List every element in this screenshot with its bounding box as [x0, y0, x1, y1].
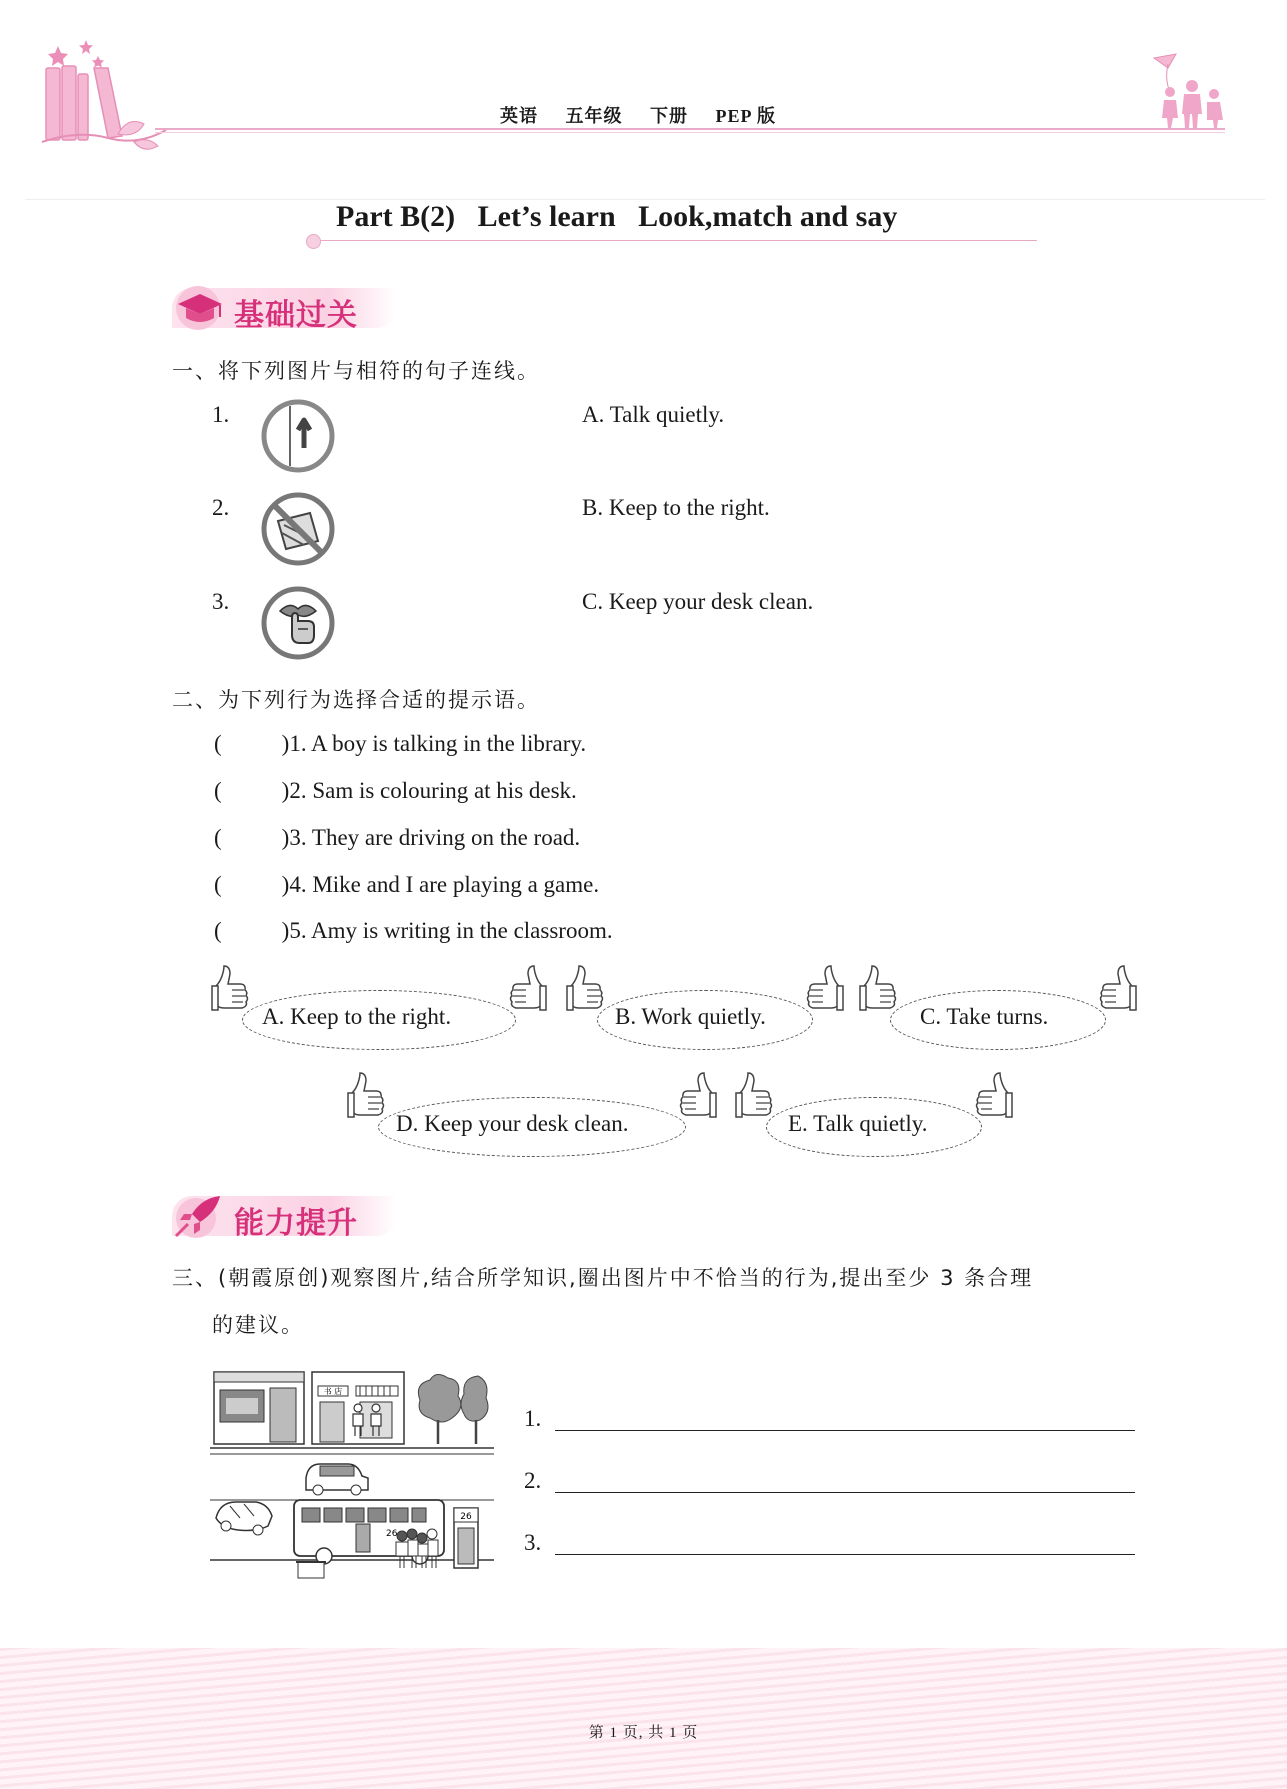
- book-header: [500, 102, 798, 128]
- q2-item-text: )1. A boy is talking in the library.: [281, 731, 587, 756]
- q2-item-4: [214, 872, 599, 898]
- q2-item-2: [214, 778, 577, 804]
- thumbs-up-icon: [805, 964, 845, 1016]
- choice-c-text: C. Take turns.: [920, 1004, 1049, 1029]
- bus-number: 26: [386, 1529, 398, 1539]
- answer-line-3[interactable]: [555, 1554, 1135, 1555]
- footer-stripes: [0, 1648, 1287, 1789]
- banner-advanced-label: 能力提升: [234, 1206, 358, 1241]
- q2-item-text: )2. Sam is colouring at his desk.: [281, 778, 577, 803]
- section-banner-basic: [172, 284, 412, 334]
- q2-item-text: )5. Amy is writing in the classroom.: [281, 918, 613, 943]
- thumbs-up-icon: [508, 964, 548, 1016]
- q2-item-5: [214, 918, 613, 944]
- header-subject: 英语: [500, 106, 538, 126]
- graduation-cap-icon: [172, 284, 228, 332]
- banner-basic-label: 基础过关: [234, 298, 358, 333]
- q1-option-a: A. Talk quietly.: [582, 402, 725, 427]
- thumbs-up-icon: [1098, 964, 1138, 1016]
- q1-number-2: 2.: [212, 495, 230, 520]
- q2-item-1: [214, 731, 586, 757]
- choice-d-text: D. Keep your desk clean.: [396, 1111, 629, 1136]
- choice-bubble-c: [858, 962, 1140, 1054]
- answer-number-3: 3.: [524, 1530, 542, 1555]
- answer-paren: (: [214, 825, 222, 850]
- thumbs-up-icon: [565, 964, 605, 1016]
- answer-line-2[interactable]: [555, 1492, 1135, 1493]
- answer-paren: (: [214, 731, 222, 756]
- q2-item-text: )4. Mike and I are playing a game.: [281, 872, 600, 897]
- page-number: 第 1 页, 共 1 页: [588, 1725, 699, 1741]
- no-drawing-on-desk-sign-icon: [260, 491, 336, 567]
- q2-item-3: [214, 825, 580, 851]
- bookstore-sign: 书 店: [323, 1387, 343, 1396]
- answer-paren: (: [214, 918, 222, 943]
- thumbs-up-icon: [974, 1071, 1014, 1123]
- choice-bubble-b: [565, 962, 847, 1054]
- answer-number-1: 1.: [524, 1406, 542, 1431]
- title-underline-dot: [306, 234, 321, 249]
- header-edition: PEP 版: [715, 106, 777, 126]
- choice-bubble-e: [734, 1069, 1016, 1161]
- section-banner-advanced: [172, 1192, 412, 1242]
- thumbs-up-icon: [210, 964, 250, 1016]
- thumbs-up-icon: [678, 1071, 718, 1123]
- q1-option-c: C. Keep your desk clean.: [582, 589, 814, 614]
- header-books-stars-decoration: [38, 38, 168, 153]
- answer-paren: (: [214, 872, 222, 897]
- choice-b-text: B. Work quietly.: [615, 1004, 766, 1029]
- answer-number-2: 2.: [524, 1468, 542, 1493]
- q2-item-text: )3. They are driving on the road.: [281, 825, 581, 850]
- q3-instruction-line1: 三、(朝霞原创)观察图片,结合所学知识,圈出图片中不恰当的行为,提出至少 3 条合理: [172, 1266, 1034, 1290]
- title-underline: [312, 240, 1037, 241]
- choice-bubble-a: [210, 962, 550, 1054]
- keep-right-sign-icon: [260, 398, 336, 474]
- header-children-kite-decoration: [1150, 52, 1230, 132]
- q3-instruction-line2: 的建议。: [212, 1313, 304, 1337]
- street-scene-picture: [210, 1370, 494, 1580]
- q2-instruction: 二、为下列行为选择合适的提示语。: [172, 688, 540, 712]
- choice-bubble-d: [346, 1069, 720, 1161]
- choice-a-text: A. Keep to the right.: [262, 1004, 452, 1029]
- header-term: 下册: [650, 106, 688, 126]
- answer-line-1[interactable]: [555, 1430, 1135, 1431]
- header-grade: 五年级: [565, 106, 623, 126]
- thumbs-up-icon: [734, 1071, 774, 1123]
- q1-number-1: 1.: [212, 402, 230, 427]
- answer-paren: (: [214, 778, 222, 803]
- thumbs-up-icon: [346, 1071, 386, 1123]
- thumbs-up-icon: [858, 964, 898, 1016]
- q1-option-b: B. Keep to the right.: [582, 495, 770, 520]
- choice-e-text: E. Talk quietly.: [788, 1111, 928, 1136]
- rocket-icon: [172, 1192, 228, 1240]
- quiet-finger-on-lips-sign-icon: [260, 585, 336, 661]
- q1-instruction: 一、将下列图片与相符的句子连线。: [172, 359, 540, 383]
- bus-stop-number: 26: [460, 1512, 472, 1522]
- header-rule: [155, 128, 1225, 130]
- q1-number-3: 3.: [212, 589, 230, 614]
- header-rule-thin: [155, 132, 1225, 133]
- lesson-title: Part B(2) Let’s learn Look,match and say: [336, 200, 898, 233]
